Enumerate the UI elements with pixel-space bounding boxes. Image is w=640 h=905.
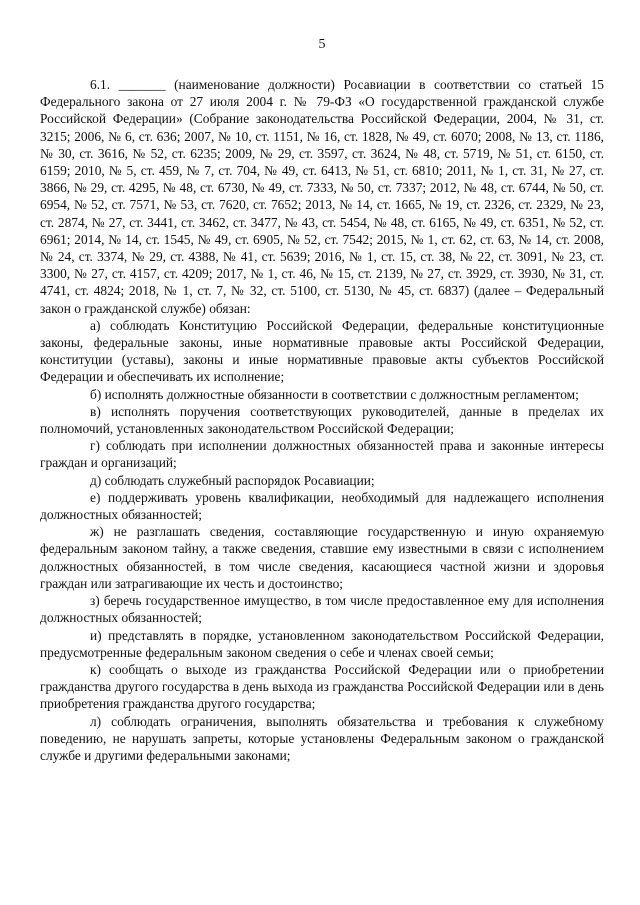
clause-g: г) соблюдать при исполнении должностных обязанностей права и законные интересы граждан и организаций;	[40, 438, 604, 471]
clause-b: б) исполнять должностные обязанности в соответствии с должностным регламентом;	[90, 386, 579, 402]
clause-k: к) сообщать о выходе из гражданства Российской Федерации или о приобретении гражданства другого государства в день выхода из гражданства Российской Федерации или в день приобретения гражданства другого государства;	[40, 661, 604, 712]
clause-d: д) соблюдать служебный распорядок Росавиации;	[90, 472, 375, 488]
clause-v: в) исполнять поручения соответствующих руководителей, данные в пределах их полномочий, установленных законодательством Российской Федерации;	[40, 403, 604, 437]
document-body	[40, 76, 604, 764]
clause-a: а) соблюдать Конституцию Российской Федерации, федеральные конституционные законы, федеральные законы, иные нормативные правовые акты Российской Федерации, конституции (уставы), законы и иные нормативные правовые акты субъектов Российской Федерации и обеспечивать их исполнение;	[40, 317, 604, 385]
clause-zh: ж) не разглашать сведения, составляющие государственную и иную охраняемую федеральным законом тайну, а также сведения, ставшие ему известными в связи с исполнением должностных обязанностей, в том числе сведения, касающиеся частной жизни и здоровья граждан или затрагивающие их честь и достоинство;	[40, 524, 604, 591]
paragraph-6-1: 6.1. _______ (наименование должности) Росавиации в соответствии со статьей 15 Федерального закона от 27 июля 2004 г. № 79-ФЗ «О государственной гражданской службе Российской Федерации» (Собрание законодательства Российской Федерации, 2004, № 31, ст. 3215; 2006, № 6, ст. 636; 2007, № 10, ст. 1151, № 16, ст. 1828, № 49, ст. 6070; 2008, № 13, ст. 1186, № 30, ст. 3616, № 52, ст. 6235; 2009, № 29, ст. 3597, ст. 3624, № 48, ст. 5719, № 51, ст. 6150, ст. 6159; 2010, № 5, ст. 459, № 7, ст. 704, № 49, ст. 6413, № 51, ст. 6810; 2011, № 1, ст. 31, № 27, ст. 3866, № 29, ст. 4295, № 48, ст. 6730, № 49, ст. 7333, № 50, ст. 7337; 2012, № 48, ст. 6744, № 50, ст. 6954, № 52, ст. 7571, № 53, ст. 7620, ст. 7652; 2013, № 14, ст. 1665, № 19, ст. 2326, ст. 2329, № 23, ст. 2874, № 27, ст. 3441, ст. 3462, ст. 3477, № 43, ст. 5454, № 48, ст. 6165, № 49, ст. 6351, № 52, ст. 6961; 2014, № 14, ст. 1545, № 49, ст. 6905, № 52, ст. 7542; 2015, № 1, ст. 62, ст. 63, № 14, ст. 2008, № 24, ст. 3374, № 29, ст. 4388, № 41, ст. 5639; 2016, № 1, ст. 15, ст. 38, № 22, ст. 3091, № 23, ст. 3300, № 27, ст. 4157, ст. 4209; 2017, № 1, ст. 46, № 15, ст. 2139, № 27, ст. 3929, ст. 3930, № 31, ст. 4741, ст. 4824; 2018, № 1, ст. 7, № 32, ст. 5100, ст. 5130, № 45, ст. 6837) (далее – Федеральный закон о гражданской службе) обязан:	[40, 77, 604, 316]
clause-z: з) беречь государственное имущество, в том числе предоставленное ему для исполнения должностных обязанностей;	[40, 593, 604, 626]
clause-l: л) соблюдать ограничения, выполнять обязательства и требования к служебному поведению, не нарушать запреты, которые установлены Федеральным законом о гражданской службе и другими федеральными законами;	[40, 713, 604, 763]
clause-i: и) представлять в порядке, установленном законодательством Российской Федерации, предусмотренные федеральным законом сведения о себе и членах своей семьи;	[40, 627, 604, 660]
clause-e: е) поддерживать уровень квалификации, необходимый для надлежащего исполнения должностных обязанностей;	[40, 489, 604, 523]
page-number: 5	[318, 37, 326, 52]
